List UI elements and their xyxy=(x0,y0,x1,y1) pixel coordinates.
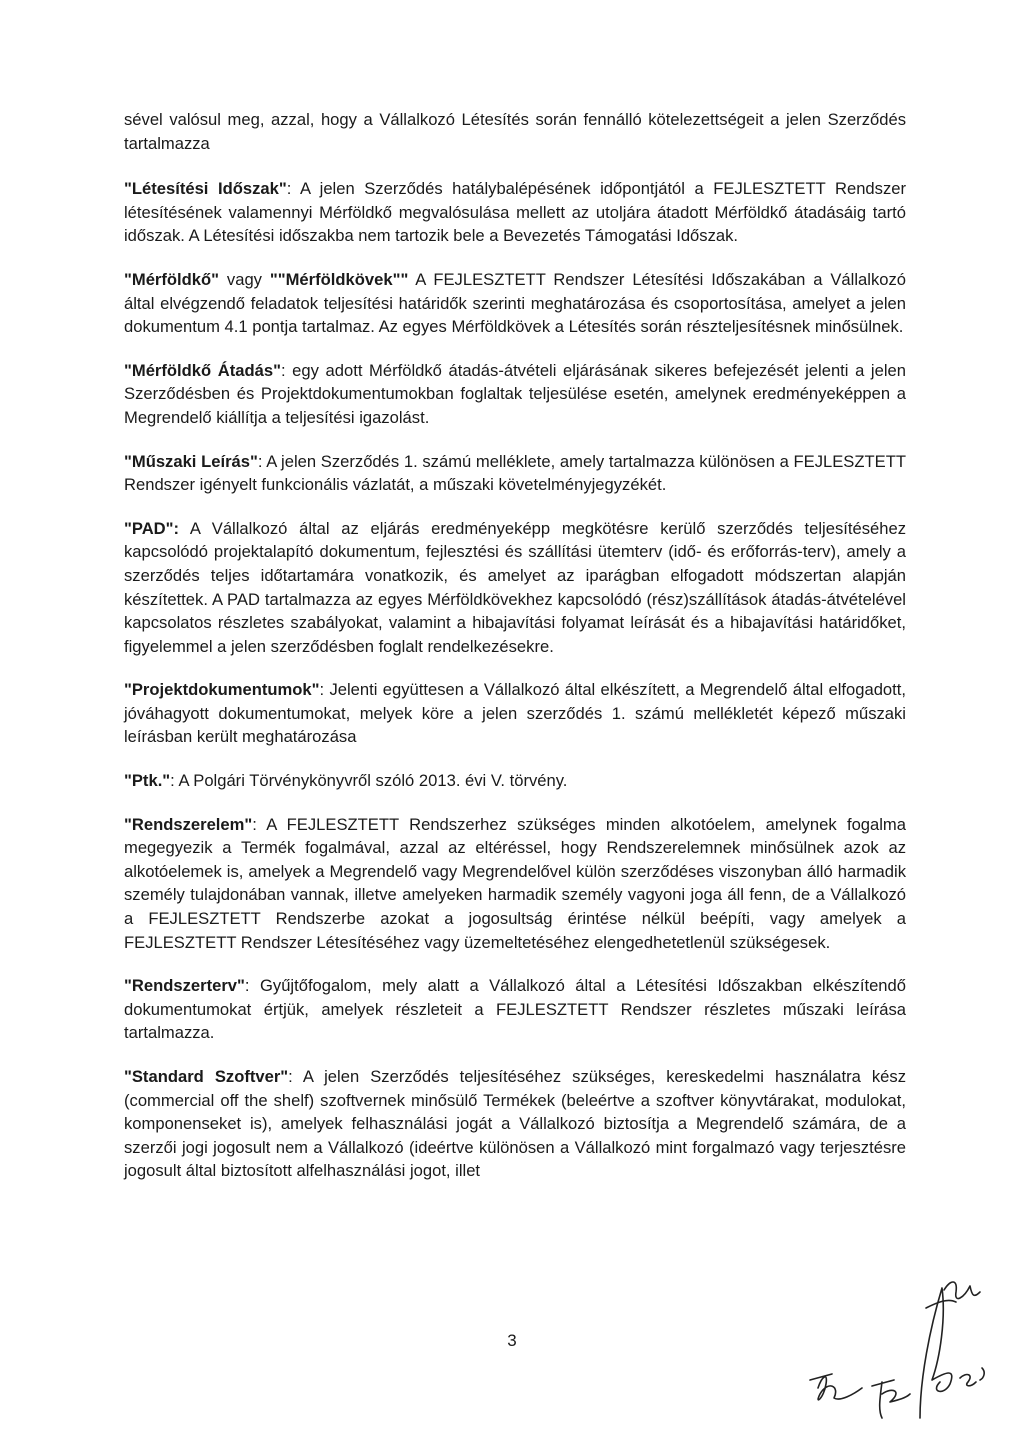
definition-separator: : xyxy=(288,1067,303,1086)
definition-paragraph xyxy=(124,769,906,793)
definition-term: "Mérföldkő" xyxy=(124,269,220,289)
definition-separator: : xyxy=(244,976,260,996)
definition-term: "Ptk." xyxy=(124,771,171,791)
page-number: 3 xyxy=(507,1331,517,1350)
definition-text: Gyűjtőfogalom, mely alatt a Vállalkozó által a Létesítési Időszakban elkészítendő dokumentumokat értjük, amelyek részleteit a FEJLESZTETT Rendszer részletes műszaki leírása tartalmazza. xyxy=(124,976,906,1043)
definition-separator: : xyxy=(252,814,267,834)
definition-text: A Polgári Törvénykönyvről szóló 2013. évi V. törvény. xyxy=(178,771,568,791)
definition-text: A Vállalkozó által az eljárás eredményeképp megkötésre kerülő szerződés teljesítéséhez kapcsolódó projektalapító dokumentum, fejlesztési és szállítási ütemterv (idő- és erőforrás-terv), amely a szerződés teljes időtartamára vonatkozik, és amelyet az iparágban elfogadott módszertan alapján készítettek. A PAD tartalmazza az egyes Mérföldkövekhez kapcsolódó (rész)szállítások átadás-átvételével kapcsolatos részletes szabályokat, valamint a hibajavítási folyamat leírását és a hibajavítási határidőket, figyelemmel a jelen szerződésben foglalt rendelkezésekre. xyxy=(124,518,906,656)
definition-text: A jelen Szerződés hatálybalépésének időpontjától a FEJLESZTETT Rendszer létesítésének valamennyi Mérföldkő megvalósulása mellett az utoljára átadott Mérföldkő átadásáig tartó időszak. A Létesítési időszakba nem tartozik bele a Bevezetés Támogatási Időszak. xyxy=(124,179,907,246)
definition-term: "Létesítési Időszak" xyxy=(124,179,287,199)
intro-paragraph: sével valósul meg, azzal, hogy a Vállalkozó Létesítés során fennálló kötelezettségeit a jelen Szerződés tartalmazza xyxy=(124,110,906,153)
definition-paragraph xyxy=(124,359,906,430)
definition-term: "Projektdokumentumok" xyxy=(124,680,320,700)
definition-term-alt: ""Mérföldkövek"" xyxy=(269,269,409,289)
definition-separator: : xyxy=(280,360,293,380)
definition-paragraph xyxy=(124,177,906,248)
definition-text: Jelenti együttesen a Vállalkozó által elkészített, a Megrendelő által elfogadott, jóváhagyott dokumentumokat, melyek köre a jelen szerződés 1. számú mellékletét képező műszaki leírásban került meghatározása xyxy=(124,680,906,747)
definition-separator xyxy=(179,519,190,538)
definition-term: "Rendszerelem" xyxy=(124,814,253,834)
definition-separator: vagy xyxy=(219,269,270,289)
signature-icon xyxy=(770,1268,1000,1428)
document-body xyxy=(124,108,906,1203)
definition-term: "Mérföldkő Átadás" xyxy=(124,360,281,380)
definition-separator: : xyxy=(319,680,330,700)
definition-paragraph xyxy=(124,974,906,1045)
definition-term: "PAD": xyxy=(124,518,180,538)
definition-separator: : xyxy=(170,771,179,791)
definition-text: A jelen Szerződés teljesítéséhez szükséges, kereskedelmi használatra kész (commercial off the shelf) szoftvernek minősülő Termékek (beleértve a szoftver könyvtárakat, modulokat, komponenseket is), amelyek felhasználási jogát a Vállalkozó biztosítja a Megrendelő számára, de a szerzői jogi jogosult nem a Vállalkozó (ideértve különösen a Vállalkozó mint forgalmazó vagy terjesztésre jogosult által biztosított alfelhasználási jogot, illet xyxy=(124,1067,906,1181)
definition-term: "Rendszerterv" xyxy=(124,976,245,996)
definitions-list xyxy=(124,177,906,1183)
definition-paragraph xyxy=(124,1065,906,1183)
definition-paragraph xyxy=(124,450,906,497)
definition-text: A FEJLESZTETT Rendszerhez szükséges minden alkotóelem, amelynek fogalma megegyezik a Termék fogalmával, azzal az eltéréssel, hogy Rendszerelemnek minősülnek azok az alkotóelemek is, amelyek a Megrendelő vagy Megrendelővel külön szerződéses viszonyban álló harmadik személy tulajdonában vannak, illetve amelyeken harmadik személy vagyoni joga áll fenn, de a Vállalkozó a FEJLESZTETT Rendszerbe azokat a jogosultság érintése nélkül beépíti, vagy amelyek a FEJLESZTETT Rendszer Létesítéséhez vagy üzemeltetéséhez elengedhetetlenül szükségesek. xyxy=(124,814,906,952)
definition-paragraph xyxy=(124,678,906,749)
definition-term: "Műszaki Leírás" xyxy=(124,451,258,471)
definition-text: A FEJLESZTETT Rendszer Létesítési Időszakában a Vállalkozó által elvégzendő feladatok teljesítési határidők szerinti meghatározása és csoportosítása, amelyet a jelen dokumentum 4.1 pontja tartalmaz. Az egyes Mérföldkövek a Létesítés során részteljesítésnek minősülnek. xyxy=(124,269,906,337)
definition-paragraph xyxy=(124,517,906,659)
definition-paragraph xyxy=(124,268,906,339)
definition-separator: : xyxy=(286,179,300,199)
definition-text: A jelen Szerződés 1. számú melléklete, amely tartalmazza különösen a FEJLESZTETT Rendszer igényelt funkcionális vázlatát, a műszaki követelményjegyzékét. xyxy=(124,451,906,495)
definition-text: egy adott Mérföldkő átadás-átvételi eljárásának sikeres befejezését jelenti a jelen Szerződésben és Projektdokumentumokban foglaltak teljesülése esetén, amelynek eredményeképpen a Megrendelő kiállítja a teljesítési igazolást. xyxy=(124,360,906,427)
definition-separator: : xyxy=(257,451,267,471)
definition-paragraph xyxy=(124,813,906,955)
definition-term: "Standard Szoftver" xyxy=(124,1067,289,1086)
